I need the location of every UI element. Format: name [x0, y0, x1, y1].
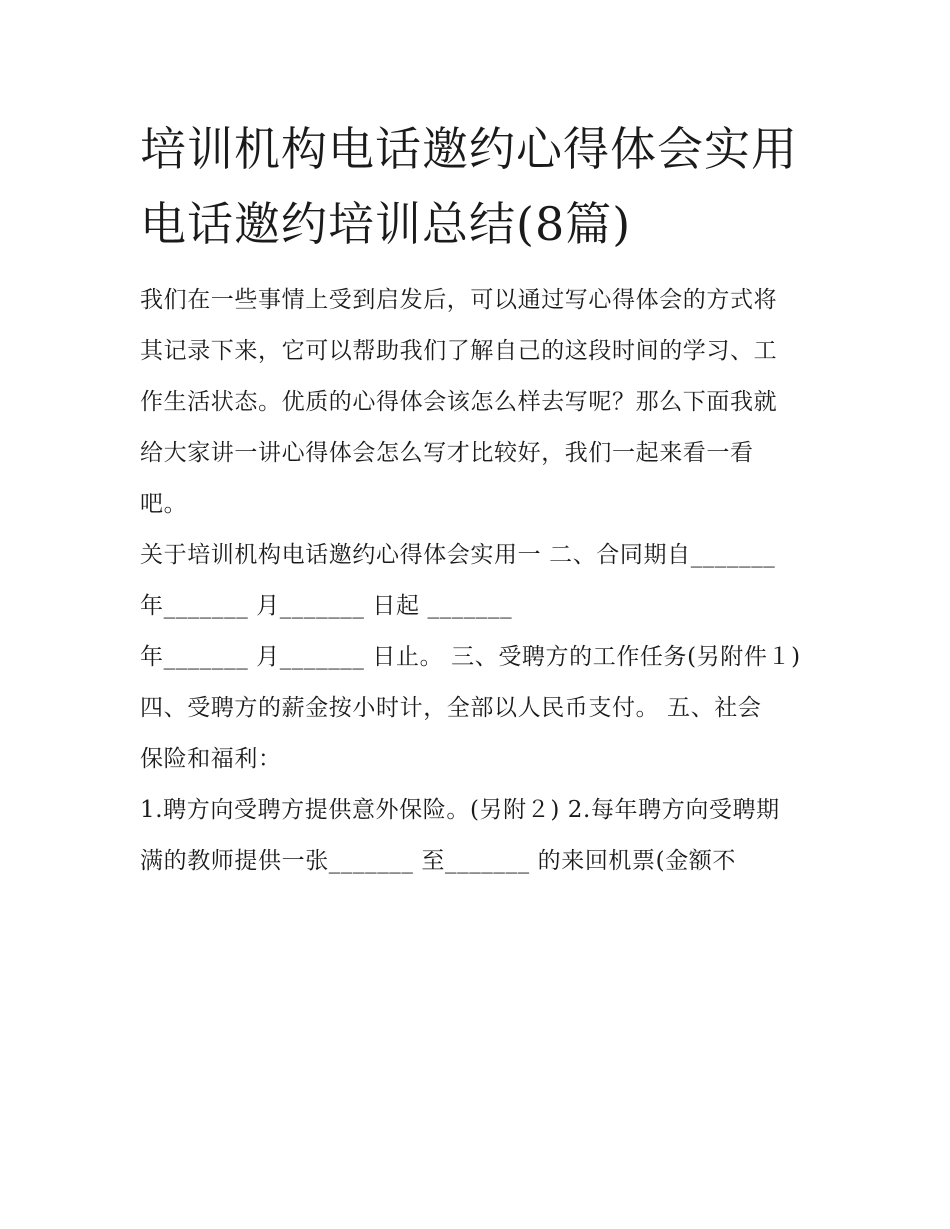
intro-line-4: 给大家讲一讲心得体会怎么写才比较好，我们一起来看一看 [140, 440, 754, 466]
section-line-7: 满的教师提供一张_______ 至_______ 的来回机票(金额不 [140, 848, 736, 874]
section-line-1: 关于培训机构电话邀约心得体会实用一 二、合同期自_______ [140, 542, 776, 568]
section-line-5: 保险和福利： [140, 746, 282, 772]
intro-line-3: 作生活状态。优质的心得体会该怎么样去写呢？那么下面我就 [140, 389, 778, 415]
section-line-6: 1.聘方向受聘方提供意外保险。(另附２) 2.每年聘方向受聘期 [140, 797, 780, 823]
section-line-4: 四、受聘方的薪金按小时计，全部以人民币支付。 五、社会 [140, 695, 762, 721]
intro-line-1: 我们在一些事情上受到启发后，可以通过写心得体会的方式将 [140, 287, 778, 313]
intro-line-5: 吧。 [140, 491, 188, 517]
intro-line-2: 其记录下来，它可以帮助我们了解自己的这段时间的学习、工 [140, 338, 778, 364]
document-title: 培训机构电话邀约心得体会实用 电话邀约培训总结(8篇) [140, 122, 798, 251]
section-line-3: 年_______ 月_______ 日止。 三、受聘方的工作任务(另附件１) [140, 644, 801, 670]
section-line-2: 年_______ 月_______ 日起 _______ [140, 593, 513, 619]
